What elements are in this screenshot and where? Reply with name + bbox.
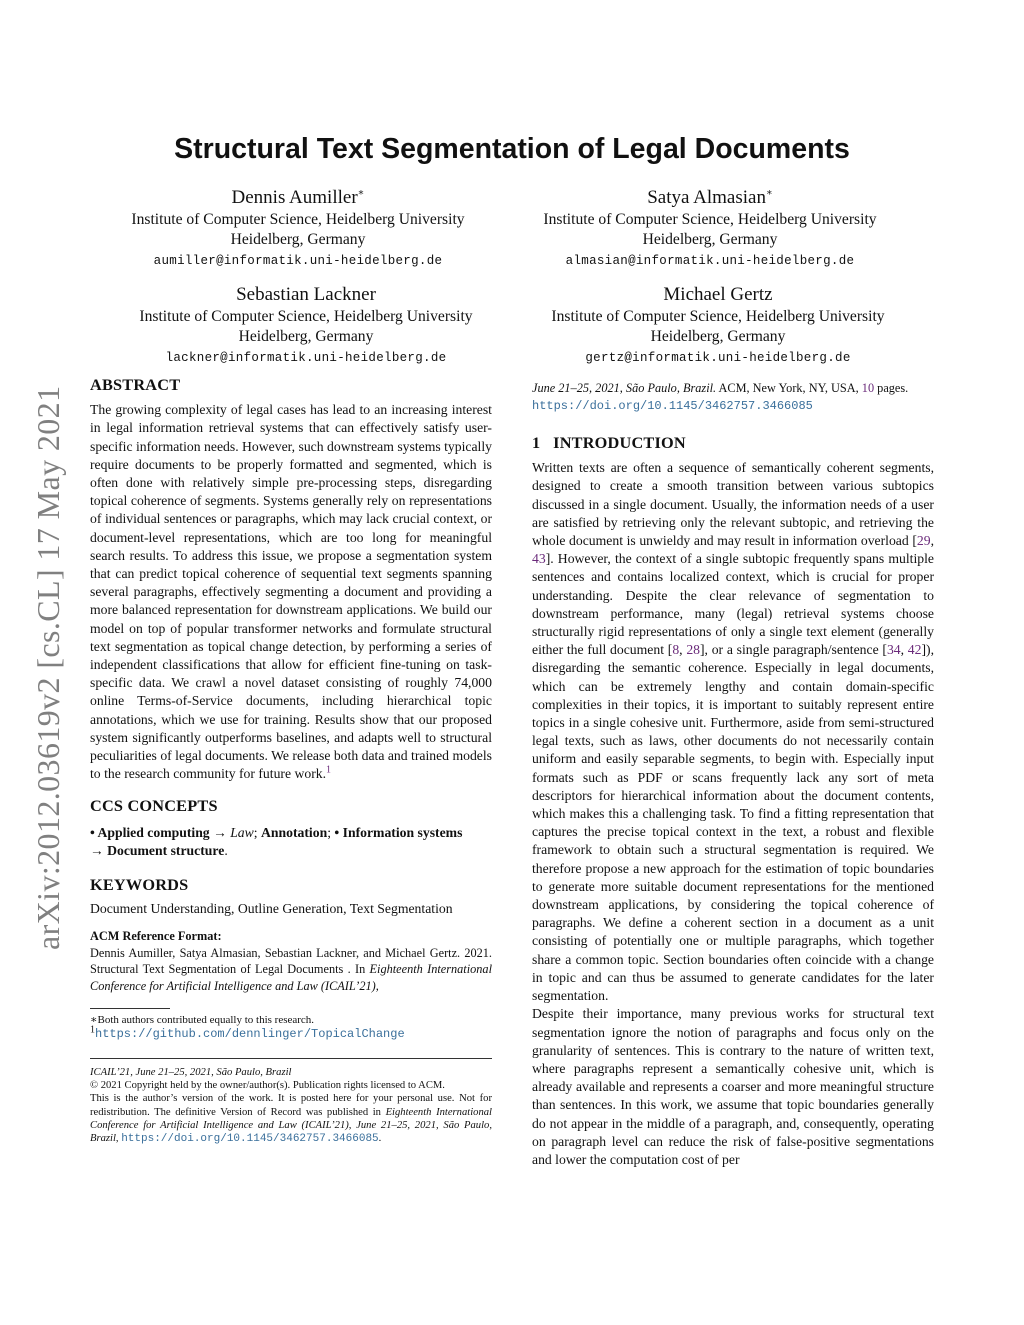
abstract-heading: ABSTRACT (90, 375, 181, 394)
ref-doi-link[interactable]: https://doi.org/10.1145/3462757.3466085 (532, 398, 813, 413)
author-block-3 (96, 283, 516, 369)
author-location: Heidelberg, Germany (238, 328, 374, 345)
acm-ref-authors: Dennis Aumiller, Satya Almasian, Sebastian Lackner, and Michael Gertz. 2021. Structural Text Segmentation of Legal Documents . In (90, 945, 492, 977)
author-affiliation: Institute of Computer Science, Heidelberg University (139, 308, 473, 325)
copyright-line: © 2021 Copyright held by the owner/author(s). Publication rights licensed to ACM. (90, 1079, 445, 1091)
equal-contribution-mark: ∗ (765, 187, 773, 199)
github-link[interactable]: https://github.com/dennlinger/TopicalChange (95, 1027, 405, 1042)
equal-contribution-mark: ∗ (357, 187, 365, 199)
ref-page-count[interactable]: 10 (861, 381, 875, 395)
intro-text: ]), disregarding the semantic coherence. Especially in legal documents, which can be extremely lengthy and contain domain-specific complexities in their topics, it is important to suitably represent entire topics in a single cohesive unit. Furthermore, aside from semi-structured legal texts, such as laws, other documents do not necessarily contain uniform and easily separable segments, to begin with. Especially input formats such as PDF or scans frequently lack any sort of meta descriptors for hierarchical information about the document contents, which makes this a challenging task. To find a fitting representation that captures the precise topical context in the text, a robust and flexible framework to obtain such a structural segmentation is required. We therefore propose a new approach for the estimation of topic boundaries to generate more suitable document representations for the mentioned downstream applications, by considering the topical coherence of paragraphs. We define a coherent section in a document as a unit consisting of potentially one or multiple paragraphs, which together share a common topic. Section boundaries often coincide with a change in topic and can thus be assumed to generate candidates for the later segmentation. (532, 642, 935, 1004)
author-affiliation: Institute of Computer Science, Heidelberg University (551, 308, 885, 325)
author-affiliation: Institute of Computer Science, Heidelberg University (543, 211, 877, 228)
author-affiliation: Institute of Computer Science, Heidelberg University (131, 211, 465, 228)
introduction-heading (532, 434, 934, 452)
ccs-arrow: → (213, 824, 227, 840)
acm-ref-heading: ACM Reference Format: (90, 929, 222, 944)
intro-paragraph-2: Despite their importance, many previous works for structural text segmentation ignore the notion of paragraphs and focus only on the granularity of sentences. This is contrary to the nature of written text, where paragraphs represent a semantically cohesive unit, which is already available and represents a coarser and more meaningful structure than sentences. In this work, we assume that topic boundaries generally do not appear in the middle of a paragraph, and, consequently, operating on paragraph level can reduce the risk of false-positive segmentations and lower the computation cost of per (532, 1006, 934, 1167)
author-block-2 (500, 186, 920, 272)
intro-text: ]. However, the context of a single subtopic frequently spans multiple sentences and contains localized context, which is crucial for proper understanding. Despite the clear relevance of segmentation to downstream performance, many (legal) retrieval systems choose structurally rigid representations of only a single text element (generally either the full document [ (532, 551, 934, 658)
author-block-4 (508, 283, 928, 369)
copyright-venue-full: Eighteenth International Conference for Artificial Intelligence and Law (ICAIL’21), June 21–25, 2021, São Paulo, Brazil (90, 1106, 492, 1145)
footnote-divider (90, 1008, 170, 1009)
acm-reference-format (90, 928, 492, 994)
ccs-document-structure: Document structure (107, 842, 225, 858)
abstract-text (90, 401, 492, 783)
author-email[interactable]: aumiller@informatik.uni-heidelberg.de (153, 254, 443, 268)
intro-text: ], or a single paragraph/sentence [ (700, 642, 887, 658)
footnote-github (90, 1024, 492, 1042)
author-location: Heidelberg, Germany (230, 231, 366, 248)
left-column (90, 376, 492, 1146)
citation[interactable]: 43 (532, 551, 546, 567)
ccs-law: Law (230, 824, 254, 840)
intro-paragraph-1: Written texts are often a sequence of semantically coherent segments, designed to create a smooth transition between various subtopics discussed in a single document. Usually, the information needs of a user are satisfied by retrieving only the relevant subtopic, and retrieving the whole document is unwieldy and may result in information overload [29, 43]. However, the context of a single subtopic frequently spans multiple sentences and contains localized context, which is crucial for proper understanding. Despite the clear relevance of segmentation to downstream performance, many (legal) retrieval systems choose structurally rigid representations of only a single text element (generally either the full document [8, 28], or a single paragraph/sentence [34, 42]), disregarding the semantic coherence. Especially in legal documents, which can be extremely lengthy and contain domain-specific complexities in their topics, it is important to suitably represent entire topics in a single cohesive unit. Furthermore, aside from semi-structured legal texts, such as laws, other documents do not necessarily contain uniform and easily separable segments, to begin with. Especially input formats such as PDF or scans frequently lack any sort of meta descriptors for hierarchical information about the document contents, which makes this a challenging task. To find a fitting representation that captures the precise topical context in the text, a robust and flexible framework to obtain such a structural segmentation is required. We therefore propose a new approach for the estimation of topic boundaries to generate more suitable document representations for the mentioned downstream applications, by considering the topical coherence of paragraphs. We define a coherent section in a document as a unit consisting of potentially one or multiple paragraphs, which together share a common topic. Section boundaries often coincide with a change in topic and can thus be assumed to generate candidates for the later segmentation. (532, 460, 935, 1004)
copyright-doi-link[interactable]: https://doi.org/10.1145/3462757.3466085 (121, 1133, 379, 1146)
ref-pages-word: pages. (877, 381, 909, 395)
section-number: 1 (532, 433, 541, 452)
citation[interactable]: 29 (916, 533, 931, 549)
footnote-ref[interactable]: 1 (326, 764, 332, 776)
arxiv-sidebar-id: arXiv:2012.03619v2 [cs.CL] 17 May 2021 (30, 385, 66, 950)
ccs-information-systems: • Information systems (334, 824, 463, 840)
section-title: INTRODUCTION (553, 433, 686, 452)
footnote-mark: 1 (90, 1024, 95, 1036)
keywords-text: Document Understanding, Outline Generation, Text Segmentation (90, 901, 453, 917)
ccs-annotation: Annotation (261, 824, 328, 840)
intro-text: Written texts are often a sequence of semantically coherent segments, designed to create a smooth transition between various subtopics discussed in a single document. Usually, the information needs of a user are satisfied by retrieving only the relevant subtopic, and retrieving the whole document is unwieldy and may result in information overload [ (532, 460, 934, 549)
abstract-body: The growing complexity of legal cases has lead to an increasing interest in legal information retrieval systems that can effectively satisfy user-specific information needs. However, such downstream systems typically require documents to be properly formatted and segmented, which is often done with relatively simple pre-processing steps, disregarding topical coherence of segments. Systems generally rely on representations of individual sentences or paragraphs, which may lack crucial context, or document-level representations, which are too long for meaningful search results. To address this issue, we propose a segmentation system that can predict topical coherence of sequential text segments spanning several paragraphs, effectively segmenting a document and providing a more balanced representation for downstream applications. We build our model on top of popular transformer networks and formulate structural text segmentation as topical change detection, by performing a series of independent classifications that allow for efficient fine-tuning on task-specific data. We crawl a novel dataset consisting of roughly 74,000 online Terms-of-Service documents, including hierarchical topic annotations, which we use for training. Results show that our proposed system significantly outperforms baselines, and adapts well to structural peculiarities of legal documents. We release both data and trained models to the research community for future work. (90, 402, 492, 782)
author-email[interactable]: almasian@informatik.uni-heidelberg.de (565, 254, 855, 268)
footnote-equal-contribution: ∗Both authors contributed equally to this research. (90, 1014, 315, 1027)
author-location: Heidelberg, Germany (650, 328, 786, 345)
keywords-heading: KEYWORDS (90, 875, 189, 895)
author-name: Satya Almasian (647, 187, 766, 208)
citation[interactable]: 8 (672, 642, 680, 658)
ccs-heading: CCS CONCEPTS (90, 796, 218, 816)
author-location: Heidelberg, Germany (642, 231, 778, 248)
ccs-concepts: • Applied computing → Law; Annotation; • Information systems → Document structure. (90, 824, 463, 858)
author-name: Sebastian Lackner (236, 284, 376, 305)
citation[interactable]: 28 (686, 642, 700, 658)
copyright-text: This is the author’s version of the work. It is posted here for your personal use. Not for redistribution. The definitive Version of Record was published in (90, 1093, 492, 1118)
copyright-venue: ICAIL’21, June 21–25, 2021, São Paulo, Brazil (90, 1066, 292, 1078)
author-email[interactable]: lackner@informatik.uni-heidelberg.de (165, 351, 447, 365)
ref-publisher: ACM, New York, NY, USA, (718, 381, 859, 395)
paper-title: Structural Text Segmentation of Legal Documents (174, 133, 850, 165)
copyright-divider (90, 1058, 492, 1059)
ccs-arrow: → (90, 842, 104, 858)
acm-reference-continued (532, 380, 934, 414)
citation[interactable]: 34 (886, 642, 901, 658)
copyright-block: ICAIL’21, June 21–25, 2021, São Paulo, Brazil © 2021 Copyright held by the owner/author(s). Publication rights licensed to ACM. This is the author’s version of the work. It is posted here for your personal use. Not for redistribution. The definitive Version of Record was published in Eighteenth International Conference for Artificial Intelligence and Law (ICAIL’21), June 21–25, 2021, São Paulo, Brazil, https://doi.org/10.1145/3462757.3466085. (90, 1066, 492, 1146)
acm-ref-venue: Eighteenth International Conference for Artificial Intelligence and Law (ICAIL’21), (90, 962, 492, 993)
right-column (532, 380, 934, 1169)
ccs-applied-computing: • Applied computing (90, 824, 210, 840)
ref-date-location: June 21–25, 2021, São Paulo, Brazil. (532, 381, 717, 395)
author-name: Michael Gertz (663, 284, 773, 305)
author-email[interactable]: gertz@informatik.uni-heidelberg.de (585, 351, 851, 365)
author-block-1 (88, 186, 508, 272)
citation[interactable]: 42 (907, 642, 922, 658)
author-name: Dennis Aumiller (231, 187, 358, 208)
